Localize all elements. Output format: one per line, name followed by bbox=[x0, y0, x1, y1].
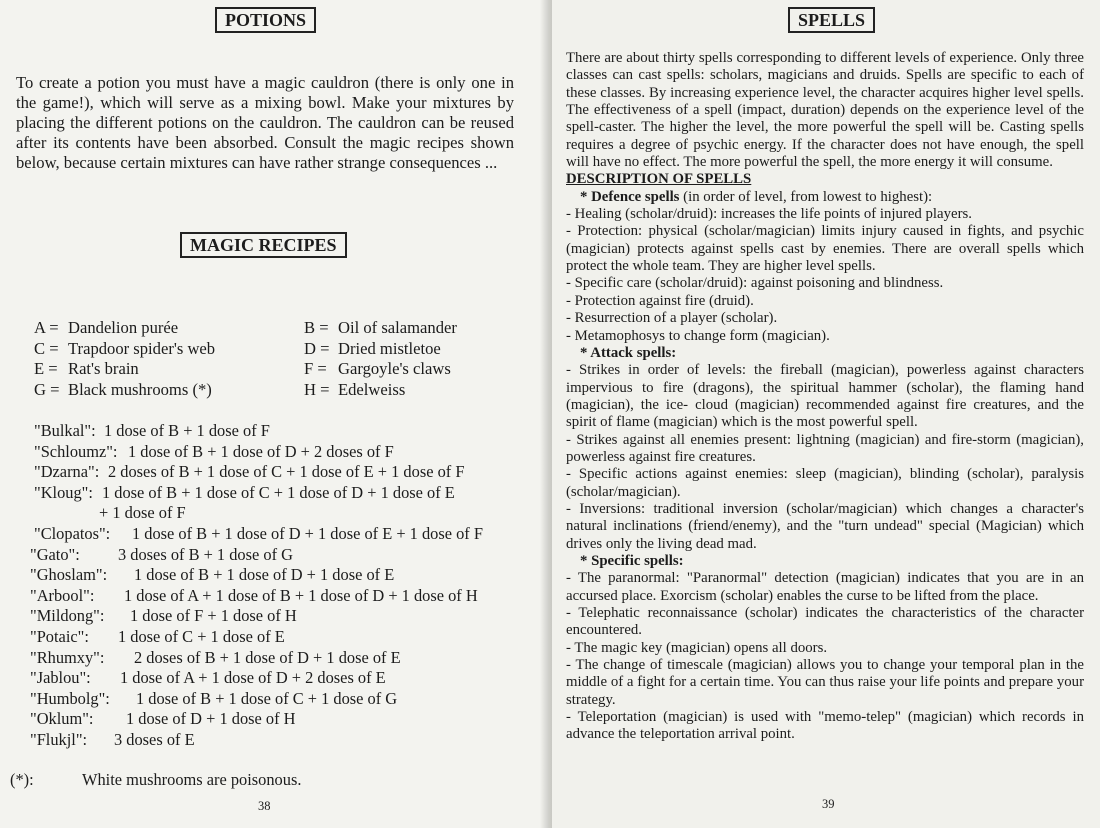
legend-key: H = bbox=[304, 379, 330, 399]
recipe-name: "Gato": bbox=[30, 544, 80, 564]
recipe-formula: 1 dose of A + 1 dose of D + 2 doses of E bbox=[120, 668, 386, 688]
legend-value: Black mushrooms (*) bbox=[68, 379, 212, 399]
spell-item: - Protection: physical (scholar/magician) limits injury caused in fights, and psychic (magician) protects against spells cast by enemies. There are overall spells which protect the whole team. They are higher level spells. bbox=[566, 223, 1084, 275]
defence-heading bbox=[566, 189, 1084, 206]
legend-value: Gargoyle's claws bbox=[338, 359, 451, 378]
recipe-name: "Mildong": bbox=[30, 606, 105, 626]
recipe-name: "Kloug": bbox=[34, 482, 93, 502]
page-number: 38 bbox=[258, 799, 271, 813]
legend-value: Dried mistletoe bbox=[338, 338, 441, 358]
legend-key: B = bbox=[304, 318, 329, 337]
specific-heading: * Specific spells: bbox=[580, 552, 684, 569]
recipe-name: "Ghoslam": bbox=[30, 565, 108, 585]
left-page bbox=[0, 0, 548, 828]
recipe-name: "Jablou": bbox=[30, 668, 91, 688]
recipe-formula: 1 dose of B + 1 dose of D + 1 dose of E + 1 dose of F bbox=[132, 523, 483, 543]
recipe-name: "Flukjl": bbox=[30, 729, 88, 749]
ingredient-legend bbox=[34, 318, 514, 400]
recipe-name: "Oklum": bbox=[30, 709, 94, 729]
recipe-name: "Arbool": bbox=[30, 585, 95, 605]
recipe-formula: 1 dose of B + 1 dose of D + 2 doses of F bbox=[128, 441, 394, 461]
footnote bbox=[10, 770, 301, 790]
legend-value: Edelweiss bbox=[338, 379, 406, 399]
recipe-formula: + 1 dose of F bbox=[99, 503, 186, 523]
recipe-formula: 3 doses of B + 1 dose of G bbox=[118, 544, 293, 564]
recipe-formula: 1 dose of B + 1 dose of D + 1 dose of E bbox=[134, 565, 395, 585]
page-number: 39 bbox=[822, 797, 835, 811]
spell-item: - The magic key (magician) opens all doors. bbox=[566, 639, 828, 656]
legend-key: F = bbox=[304, 359, 327, 378]
legend-value: Dandelion purée bbox=[68, 318, 179, 337]
recipe-formula: 2 doses of B + 1 dose of D + 1 dose of E bbox=[134, 647, 401, 667]
potions-title: POTIONS bbox=[215, 7, 316, 33]
recipe-formula: 1 dose of A + 1 dose of B + 1 dose of D + 1 dose of H bbox=[124, 585, 478, 605]
legend-row bbox=[34, 318, 514, 339]
recipe-name: "Potaic": bbox=[30, 626, 89, 646]
spell-item: - Inversions: traditional inversion (scholar/magician) which changes a character's natural inclinations (friend/enemy), and the "turn undead" special (Magician) which drives only the living dead mad. bbox=[566, 500, 1084, 552]
magic-recipes-title: MAGIC RECIPES bbox=[180, 232, 347, 258]
defence-label: * Defence spells bbox=[580, 188, 680, 205]
recipe-formula: 1 dose of D + 1 dose of H bbox=[126, 709, 296, 729]
attack-heading: * Attack spells: bbox=[580, 344, 677, 361]
recipe-formula: 1 dose of B + 1 dose of C + 1 dose of G bbox=[136, 688, 398, 708]
legend-key: D = bbox=[304, 338, 330, 358]
spells-intro: There are about thirty spells corresponding to different levels of experience. Only three classes can cast spells: scholars, magicians and druids. Spells are specific to each of these classes. By increasing experience level, the character acquires higher level spells. The effectiveness of a spell (impact, duration) depends on the experience level of the spell-caster. The higher the level, the more powerful the spell will be. Casting spells requires a degree of psychic energy. If the character does not have enough, the spell will have no effect. The more powerful the spell, the more energy it will consume. bbox=[566, 50, 1084, 171]
recipe-formula: 2 doses of B + 1 dose of C + 1 dose of E + 1 dose of F bbox=[108, 462, 465, 482]
spell-item: - Metamophosys to change form (magician). bbox=[566, 327, 830, 344]
spell-item: - Protection against fire (druid). bbox=[566, 292, 754, 309]
spell-item: - The change of timescale (magician) allows you to change your temporal plan in the middle of a fight for a certain time. You can thus raise your life points and prepare your strategy. bbox=[566, 657, 1084, 708]
recipe-formula: 1 dose of B + 1 dose of F bbox=[104, 421, 270, 440]
spell-item: - Strikes in order of levels: the fireball (magician), powerless against characters impervious to fire (dragons), the spiritual hammer (scholar), the flaming hand (magician), the ice- cloud (magician) recommended against fire creatures, and the spirit of flame (magician) which is the most powerful spell. bbox=[566, 362, 1084, 431]
recipe-name: "Schloumz": bbox=[34, 441, 118, 461]
footnote-text: White mushrooms are poisonous. bbox=[82, 770, 302, 789]
legend-key: G = bbox=[34, 379, 60, 399]
recipe-name: "Dzarna": bbox=[34, 462, 100, 482]
spells-text bbox=[566, 50, 1084, 744]
legend-key: C = bbox=[34, 338, 59, 358]
spell-item: - Telephatic reconnaissance (scholar) indicates the characteristics of the character encountered. bbox=[566, 605, 1084, 639]
defence-note: (in order of level, from lowest to highest): bbox=[679, 188, 933, 205]
description-header: DESCRIPTION OF SPELLS bbox=[566, 171, 752, 188]
spells-title: SPELLS bbox=[788, 7, 875, 33]
recipe-formula: 3 doses of E bbox=[114, 729, 195, 749]
legend-row bbox=[34, 359, 514, 380]
legend-value: Trapdoor spider's web bbox=[68, 338, 216, 358]
spell-item: - Resurrection of a player (scholar). bbox=[566, 310, 778, 327]
recipe-name: "Rhumxy": bbox=[30, 647, 105, 667]
legend-value: Oil of salamander bbox=[338, 318, 457, 337]
potions-intro: To create a potion you must have a magic cauldron (there is only one in the game!), which will serve as a mixing bowl. Make your mixtures by placing the different potions on the cauldron. The cauldron can be reused after its contents have been absorbed. Consult the magic recipes shown below, because certain mixtures can have rather strange consequences ... bbox=[16, 73, 514, 172]
recipe-name: "Clopatos": bbox=[34, 523, 111, 543]
footnote-mark: (*): bbox=[10, 770, 34, 789]
legend-value: Rat's brain bbox=[68, 359, 139, 378]
spell-item: - Healing (scholar/druid): increases the life points of injured players. bbox=[566, 206, 972, 223]
spell-item: - Strikes against all enemies present: lightning (magician) and fire-storm (magician), powerless against fire creatures. bbox=[566, 431, 1084, 465]
spell-item: - Teleportation (magician) is used with "memo-telep" (magician) which records in advance the teleportation arrival point. bbox=[566, 709, 1084, 743]
legend-row bbox=[34, 339, 514, 360]
recipe-name: "Humbolg": bbox=[30, 688, 110, 708]
recipe-formula: 1 dose of B + 1 dose of C + 1 dose of D + 1 dose of E bbox=[102, 482, 455, 502]
legend-key: E = bbox=[34, 359, 58, 378]
spell-item: - Specific actions against enemies: sleep (magician), blinding (scholar), paralysis (scholar/magician). bbox=[566, 466, 1084, 500]
spell-item: - Specific care (scholar/druid): against poisoning and blindness. bbox=[566, 275, 944, 292]
recipe-name: "Bulkal": bbox=[34, 421, 96, 440]
recipe-formula: 1 dose of F + 1 dose of H bbox=[130, 606, 297, 626]
recipe-formula: 1 dose of C + 1 dose of E bbox=[118, 626, 285, 646]
legend-row bbox=[34, 380, 514, 401]
legend-key: A = bbox=[34, 318, 59, 337]
spell-item: - The paranormal: "Paranormal" detection (magician) indicates that you are in an accursed place. Exorcism (scholar) enables the curse to be lifted from the place. bbox=[566, 570, 1084, 604]
